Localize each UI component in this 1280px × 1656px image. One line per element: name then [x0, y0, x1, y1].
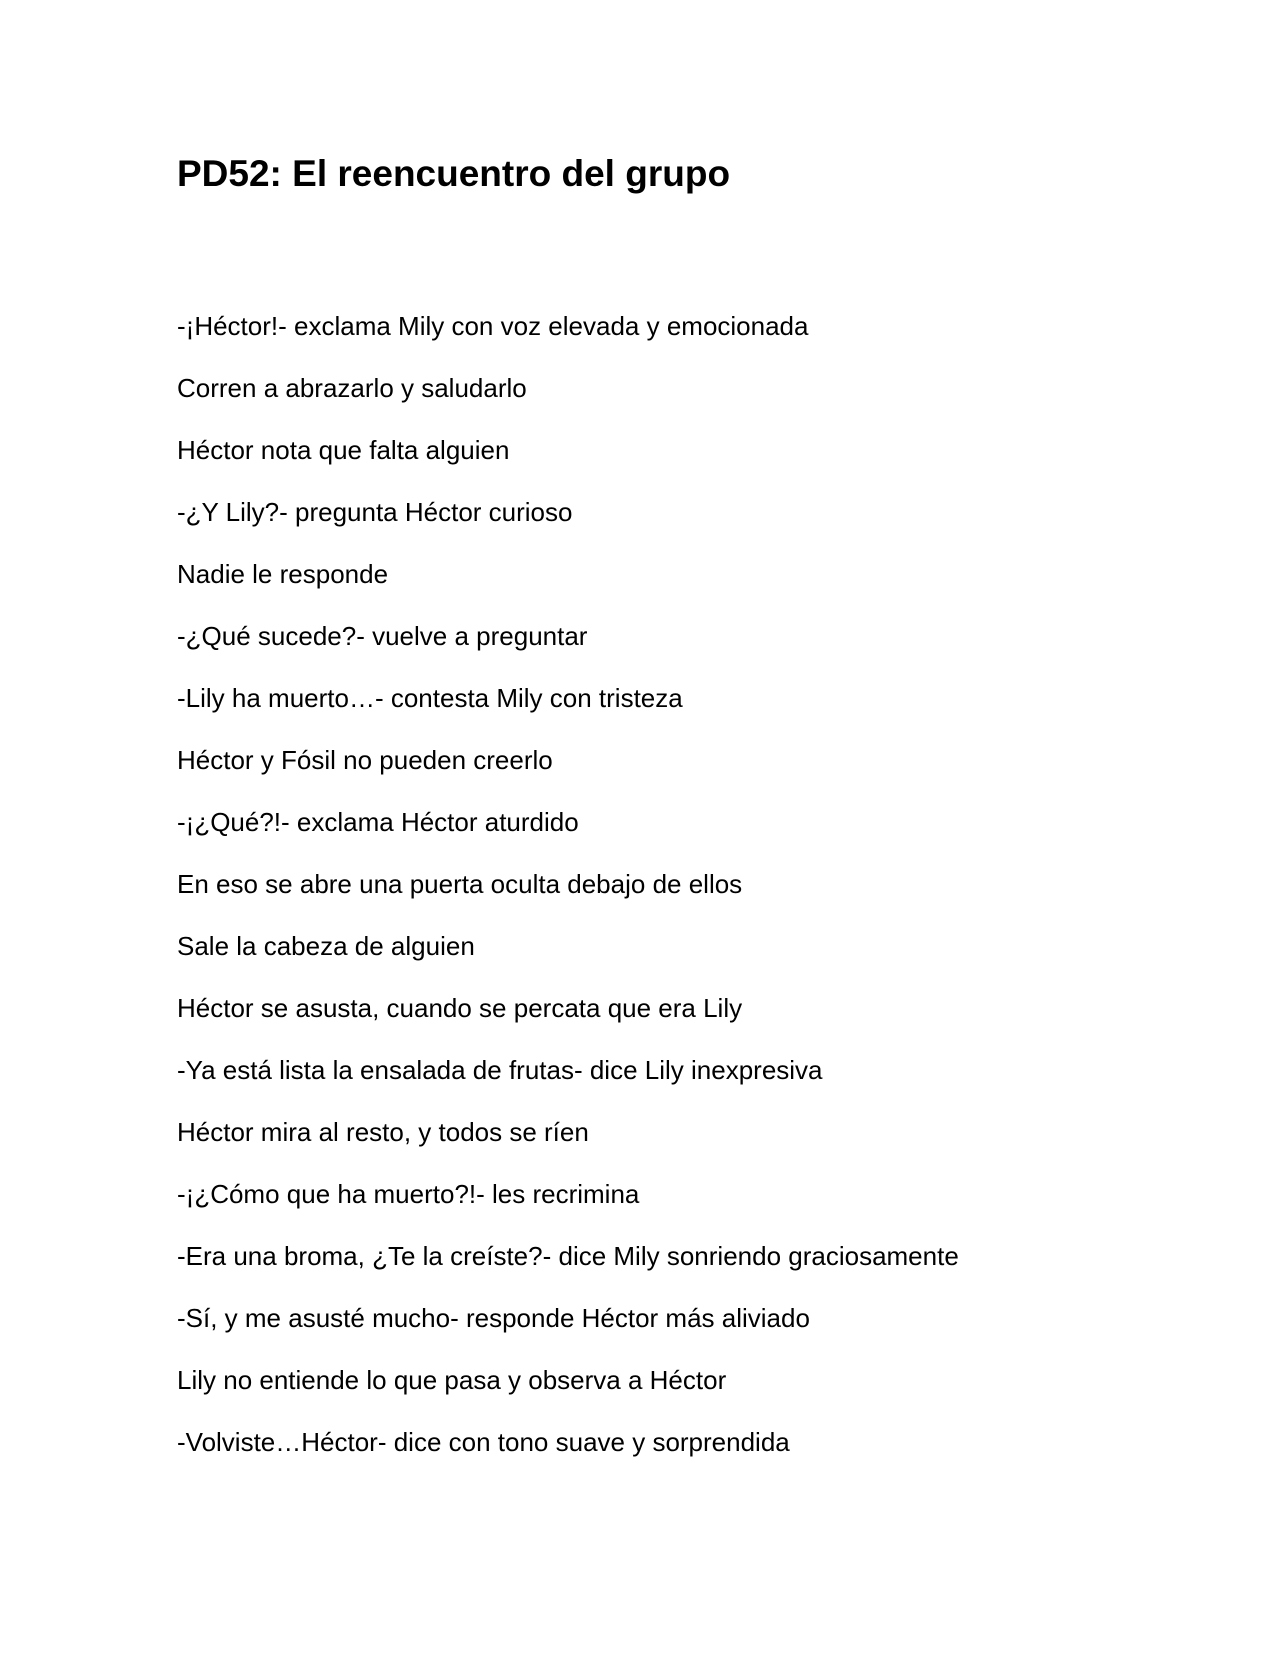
text-line: -¡¿Cómo que ha muerto?!- les recrimina	[177, 1179, 640, 1209]
text-line: -¡Héctor!- exclama Mily con voz elevada y emocionada	[177, 311, 809, 341]
text-line: Lily no entiende lo que pasa y observa a Héctor	[177, 1365, 727, 1395]
text-line: -Ya está lista la ensalada de frutas- dice Lily inexpresiva	[177, 1055, 823, 1085]
text-line: Sale la cabeza de alguien	[177, 931, 475, 961]
text-line: Nadie le responde	[177, 559, 389, 589]
text-line: Héctor mira al resto, y todos se ríen	[177, 1117, 589, 1147]
text-line: -¿Y Lily?- pregunta Héctor curioso	[177, 497, 573, 527]
text-line: -¡¿Qué?!- exclama Héctor aturdido	[177, 807, 579, 837]
dialogue-lines	[177, 304, 959, 1482]
text-line: -¿Qué sucede?- vuelve a preguntar	[177, 621, 588, 651]
text-line: -Volviste…Héctor- dice con tono suave y sorprendida	[177, 1427, 790, 1457]
text-line: Héctor y Fósil no pueden creerlo	[177, 745, 553, 775]
text-line: Héctor nota que falta alguien	[177, 435, 510, 465]
document-title: PD52: El reencuentro del grupo	[177, 153, 731, 194]
text-line: -Sí, y me asusté mucho- responde Héctor más aliviado	[177, 1303, 810, 1333]
text-line: -Era una broma, ¿Te la creíste?- dice Mily sonriendo graciosamente	[177, 1241, 959, 1271]
text-line: Héctor se asusta, cuando se percata que era Lily	[177, 993, 743, 1023]
text-line: -Lily ha muerto…- contesta Mily con tristeza	[177, 683, 683, 713]
text-line: En eso se abre una puerta oculta debajo de ellos	[177, 869, 743, 899]
text-line: Corren a abrazarlo y saludarlo	[177, 373, 527, 403]
